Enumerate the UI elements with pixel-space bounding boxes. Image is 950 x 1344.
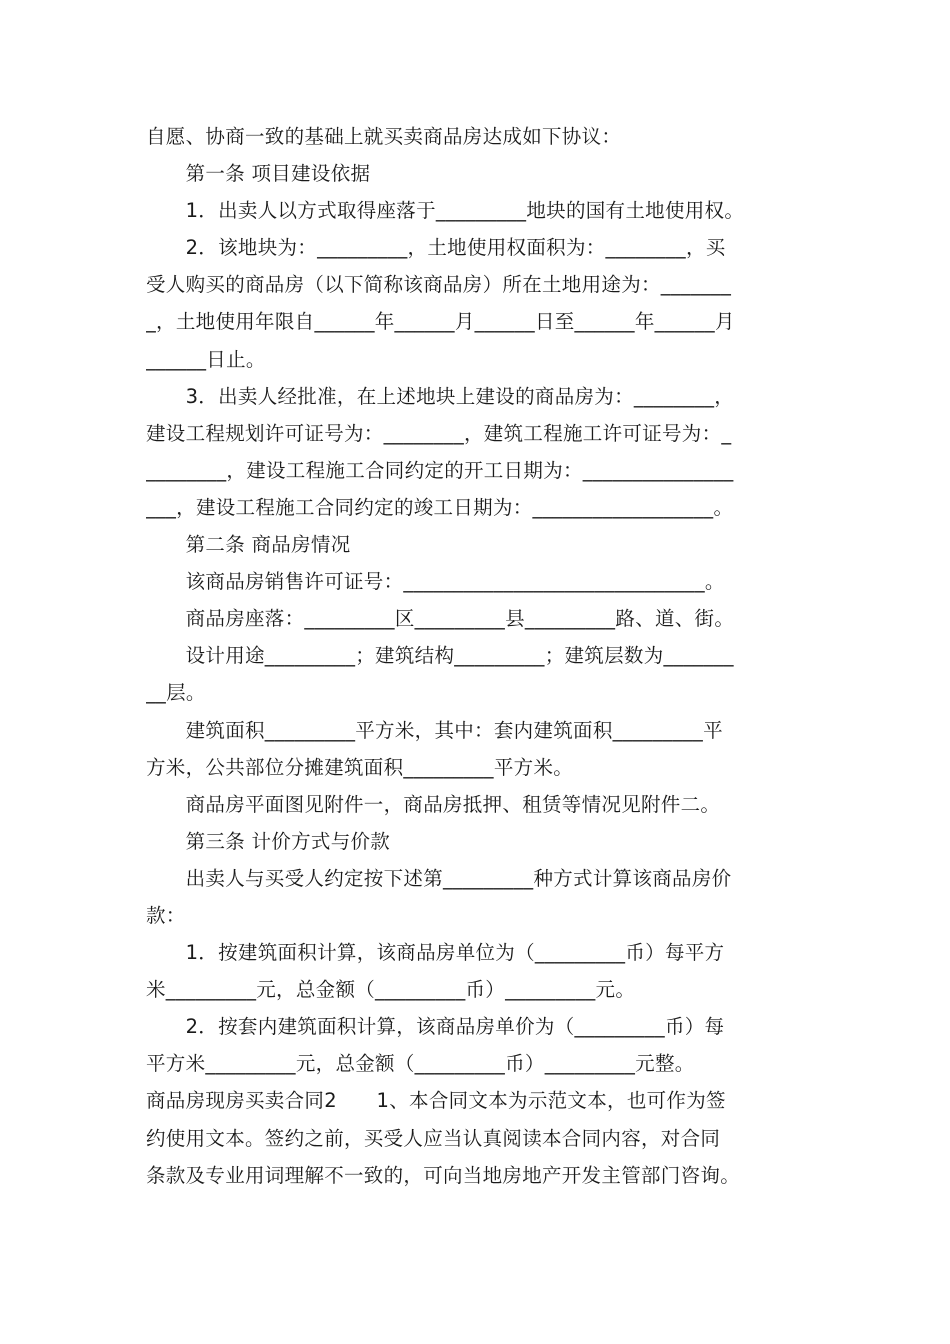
text-line: ______日止。 (146, 347, 266, 371)
text-line: 2．该地块为：_________，土地使用权面积为：________，买 (146, 236, 726, 260)
text-line: 约使用文本。签约之前，买受人应当认真阅读本合同内容，对合同 (146, 1126, 721, 1150)
text-line: ________，建设工程施工合同约定的开工日期为：_______________ (146, 458, 734, 482)
text-line: 自愿、协商一致的基础上就买卖商品房达成如下协议： (146, 125, 622, 148)
text-line: __层。 (146, 681, 206, 705)
text-line: 平方米_________元，总金额（_________币）_________元整。 (146, 1052, 695, 1076)
text-line: 1．出卖人以方式取得座落于_________地块的国有土地使用权。 (146, 199, 745, 223)
text-line: ___，建设工程施工合同约定的竣工日期为：__________________。 (146, 495, 734, 519)
text-line: 该商品房销售许可证号：______________________________。 (146, 570, 725, 594)
text-line: 出卖人与买受人约定按下述第_________种方式计算该商品房价 (146, 866, 732, 890)
text-line: 设计用途_________；建筑结构_________；建筑层数为_______ (146, 644, 734, 668)
section-heading-3: 第三条 计价方式与价款 (146, 829, 391, 853)
text-line: 受人购买的商品房（以下简称该商品房）所在土地用途为：_______ (146, 273, 732, 297)
text-line: 米_________元，总金额（_________币）_________元。 (146, 978, 636, 1002)
text-line: 方米，公共部位分摊建筑面积_________平方米。 (146, 755, 574, 779)
section-heading-1: 第一条 项目建设依据 (146, 162, 371, 186)
text-line: 建设工程规划许可证号为：________，建筑工程施工许可证号为：_ (146, 421, 732, 445)
text-line: 商品房座落：_________区_________县_________路、道、街。 (146, 607, 735, 631)
text-line: 商品房平面图见附件一，商品房抵押、租赁等情况见附件二。 (146, 792, 721, 816)
text-line: 商品房现房买卖合同2 1、本合同文本为示范文本，也可作为签 (146, 1089, 726, 1113)
text-line: 2．按套内建筑面积计算，该商品房单价为（_________币）每 (146, 1015, 725, 1039)
text-line: 3．出卖人经批准，在上述地块上建设的商品房为：________， (146, 384, 735, 408)
text-line: _，土地使用年限自______年______月______日至______年______月 (146, 310, 735, 334)
contract-body-text (146, 118, 808, 1194)
text-line: 条款及专业用词理解不一致的，可向当地房地产开发主管部门咨询。 (146, 1163, 741, 1187)
section-heading-2: 第二条 商品房情况 (146, 533, 351, 557)
text-line: 1．按建筑面积计算，该商品房单位为（_________币）每平方 (146, 941, 725, 965)
text-line: 建筑面积_________平方米，其中：套内建筑面积_________平 (146, 718, 723, 742)
text-line: 款： (146, 903, 186, 927)
